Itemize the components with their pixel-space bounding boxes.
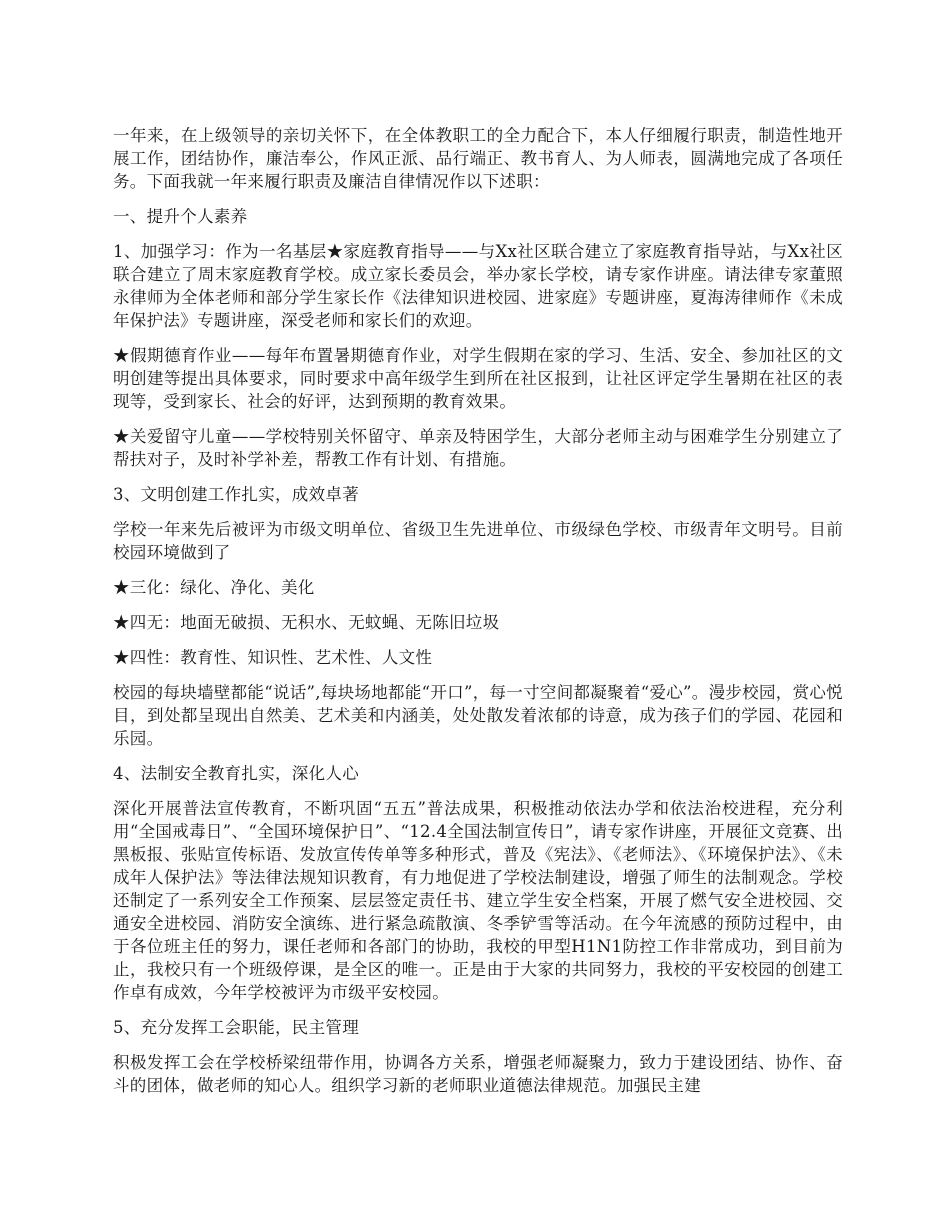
paragraph-holiday-homework: ★假期德育作业——每年布置暑期德育作业，对学生假期在家的学习、生活、安全、参加社区的文明创建等提出具体要求，同时要求中高年级学生到所在社区报到，让社区评定学生暑期在社区的表现等，受到家长、社会的好评，达到预期的教育效果。: [113, 346, 843, 411]
paragraph-school-honors: 学校一年来先后被评为市级文明单位、省级卫生先进单位、市级绿色学校、市级青年文明号。目前校园环境做到了: [113, 520, 843, 562]
paragraph-four-qualities: ★四性：教育性、知识性、艺术性、人文性: [113, 648, 433, 667]
section-heading-civilization: 3、文明创建工作扎实，成效卓著: [113, 485, 359, 504]
paragraph-left-behind-children: ★关爱留守儿童——学校特别关怀留守、单亲及特困学生，大部分老师主动与困难学生分别建立了帮扶对子，及时补学补差，帮教工作有计划、有措施。: [113, 427, 843, 469]
paragraph-four-nos: ★四无：地面无破损、无积水、无蚊蝇、无陈旧垃圾: [113, 613, 500, 632]
document-body: [113, 124, 843, 1109]
paragraph-legal-education: 深化开展普法宣传教育，不断巩固“五五”普法成果，积极推动依法办学和依法治校进程，充分利用“全国戒毒日”、“全国环境保护日”、“12.4全国法制宣传日”，请专家作讲座，开展征文竞赛、出黑板报、张贴宣传标语、发放宣传传单等多种形式，普及《宪法》、《老师法》、《环境保护法》、《未成年人保护法》等法律法规知识教育，有力地促进了学校法制建设，增强了师生的法制观念。学校还制定了一系列安全工作预案、层层签定责任书、建立学生安全档案，开展了燃气安全进校园、交通安全进校园、消防安全演练、进行紧急疏散演、冬季铲雪等活动。在今年流感的预防过程中，由于各位班主任的努力，课任老师和各部门的协助，我校的甲型H1N1防控工作非常成功，到目前为止，我校只有一个班级停课，是全区的唯一。正是由于大家的共同努力，我校的平安校园的创建工作卓有成效，今年学校被评为市级平安校园。: [113, 799, 843, 1002]
section-heading-union: 5、充分发挥工会职能，民主管理: [113, 1018, 359, 1037]
section-heading-personal-quality: 一、提升个人素养: [113, 207, 248, 226]
paragraph-three-modernizations: ★三化：绿化、净化、美化: [113, 578, 315, 597]
paragraph-study: 1、加强学习：作为一名基层★家庭教育指导——与Xx社区联合建立了家庭教育指导站，与Xx社区联合建立了周末家庭教育学校。成立家长委员会，举办家长学校，请专家作讲座。请法律专家董照永律师为全体老师和部分学生家长作《法律知识进校园、进家庭》专题讲座，夏海涛律师作《未成年保护法》专题讲座，深受老师和家长们的欢迎。: [113, 242, 843, 330]
section-heading-legal-safety: 4、法制安全教育扎实，深化人心: [113, 764, 359, 783]
intro-paragraph: 一年来，在上级领导的亲切关怀下，在全体教职工的全力配合下，本人仔细履行职责，制造性地开展工作，团结协作，廉洁奉公，作风正派、品行端正、教书育人、为人师表，圆满地完成了各项任务。下面我就一年来履行职责及廉洁自律情况作以下述职：: [113, 126, 843, 191]
paragraph-union: 积极发挥工会在学校桥梁纽带作用，协调各方关系，增强老师凝聚力，致力于建设团结、协作、奋斗的团体，做老师的知心人。组织学习新的老师职业道德法律规范。加强民主建: [113, 1053, 843, 1095]
paragraph-campus: 校园的每块墙壁都能“说话”,每块场地都能“开口”，每一寸空间都凝聚着“爱心”。漫步校园，赏心悦目，到处都呈现出自然美、艺术美和内涵美，处处散发着浓郁的诗意，成为孩子们的学园、花园和乐园。: [113, 683, 843, 748]
